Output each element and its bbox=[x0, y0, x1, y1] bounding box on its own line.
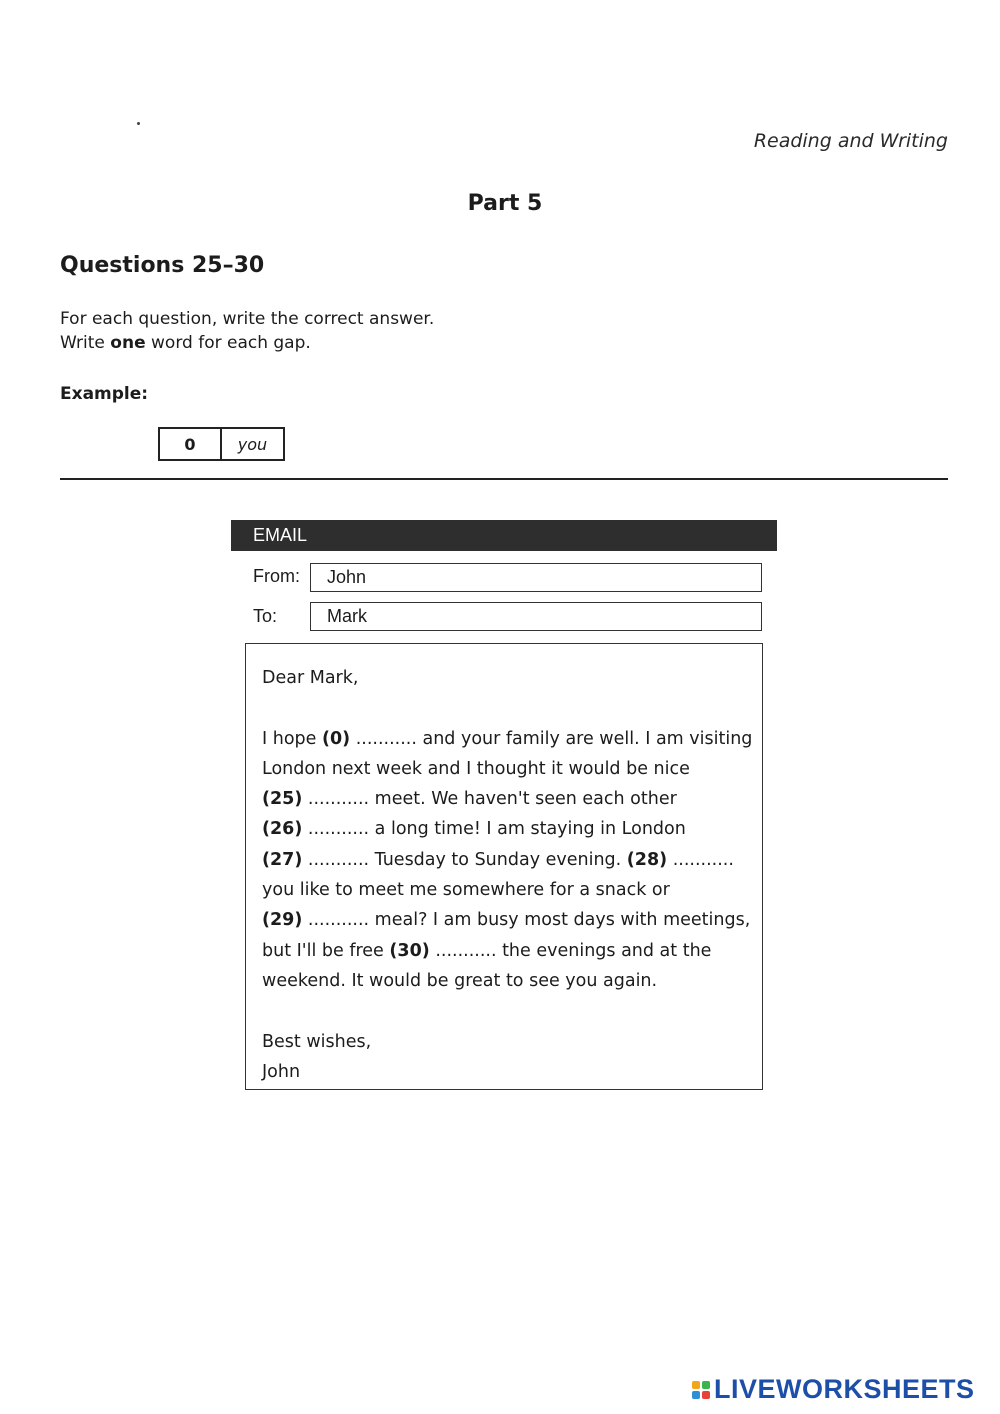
to-value: Mark bbox=[327, 606, 367, 626]
instruction-line-2 bbox=[60, 333, 311, 353]
email-header-bar bbox=[231, 520, 777, 551]
body-text: ........... and your family are well. I am visiting bbox=[350, 728, 753, 749]
body-text: ........... meal? I am busy most days with meetings, bbox=[302, 910, 751, 931]
email-header-label: EMAIL bbox=[253, 525, 308, 545]
logo-icon bbox=[692, 1381, 710, 1399]
closing: Best wishes, bbox=[262, 1031, 372, 1052]
question-number: (29) bbox=[262, 910, 303, 931]
stray-dot bbox=[137, 122, 140, 125]
divider bbox=[60, 478, 948, 480]
email-body-line bbox=[262, 905, 762, 935]
question-number: (27) bbox=[262, 849, 303, 870]
body-text: ........... the evenings and at the bbox=[429, 940, 712, 961]
part-title: Part 5 bbox=[467, 191, 543, 216]
example-box bbox=[158, 427, 285, 461]
email-body-line bbox=[262, 784, 762, 814]
email-body-line bbox=[262, 845, 762, 875]
body-text: ........... a long time! I am staying in London bbox=[302, 819, 686, 840]
body-text: you like to meet me somewhere for a snack or bbox=[262, 880, 670, 901]
email-body-line bbox=[262, 754, 762, 784]
body-text: but I'll be free bbox=[262, 940, 390, 961]
logo-square bbox=[702, 1391, 710, 1399]
from-field bbox=[310, 563, 762, 592]
greeting: Dear Mark, bbox=[262, 668, 359, 688]
logo-square bbox=[702, 1381, 710, 1389]
from-label: From: bbox=[253, 566, 300, 586]
signature: John bbox=[262, 1061, 301, 1082]
instruction-text: Write bbox=[60, 333, 111, 353]
instruction-line-1: For each question, write the correct answer. bbox=[60, 309, 435, 329]
body-text: ........... meet. We haven't seen each other bbox=[302, 789, 677, 810]
email-body-line bbox=[262, 936, 762, 966]
email-body bbox=[245, 643, 763, 1090]
question-number: (30) bbox=[389, 940, 430, 961]
email-body-line bbox=[262, 724, 762, 754]
example-number: 0 bbox=[160, 429, 222, 459]
instruction-emphasis: one bbox=[110, 333, 146, 353]
question-number: (26) bbox=[262, 819, 303, 840]
logo-text: LIVEWORKSHEETS bbox=[714, 1374, 975, 1404]
question-number: (28) bbox=[626, 849, 668, 870]
email-body-text bbox=[262, 724, 762, 997]
body-text: London next week and I thought it would be nice bbox=[262, 758, 690, 779]
to-field bbox=[310, 602, 762, 631]
questions-title: Questions 25–30 bbox=[60, 253, 265, 278]
body-text: I hope bbox=[262, 728, 322, 749]
email-body-line bbox=[262, 814, 762, 844]
example-label: Example: bbox=[60, 384, 149, 404]
to-label: To: bbox=[253, 606, 278, 626]
logo-square bbox=[692, 1381, 700, 1389]
question-number: (25) bbox=[262, 789, 303, 810]
from-value: John bbox=[327, 567, 367, 587]
email-body-line bbox=[262, 966, 762, 996]
liveworksheets-logo bbox=[692, 1374, 975, 1405]
section-header: Reading and Writing bbox=[753, 130, 948, 152]
email-body-line bbox=[262, 875, 762, 905]
instruction-text: word for each gap. bbox=[145, 333, 311, 353]
question-number: (0) bbox=[321, 728, 351, 749]
example-answer: you bbox=[237, 434, 268, 454]
body-text: ........... Tuesday to Sunday evening. bbox=[302, 849, 627, 870]
body-text: ........... bbox=[667, 849, 734, 870]
body-text: weekend. It would be great to see you again. bbox=[262, 970, 658, 991]
logo-square bbox=[692, 1391, 700, 1399]
